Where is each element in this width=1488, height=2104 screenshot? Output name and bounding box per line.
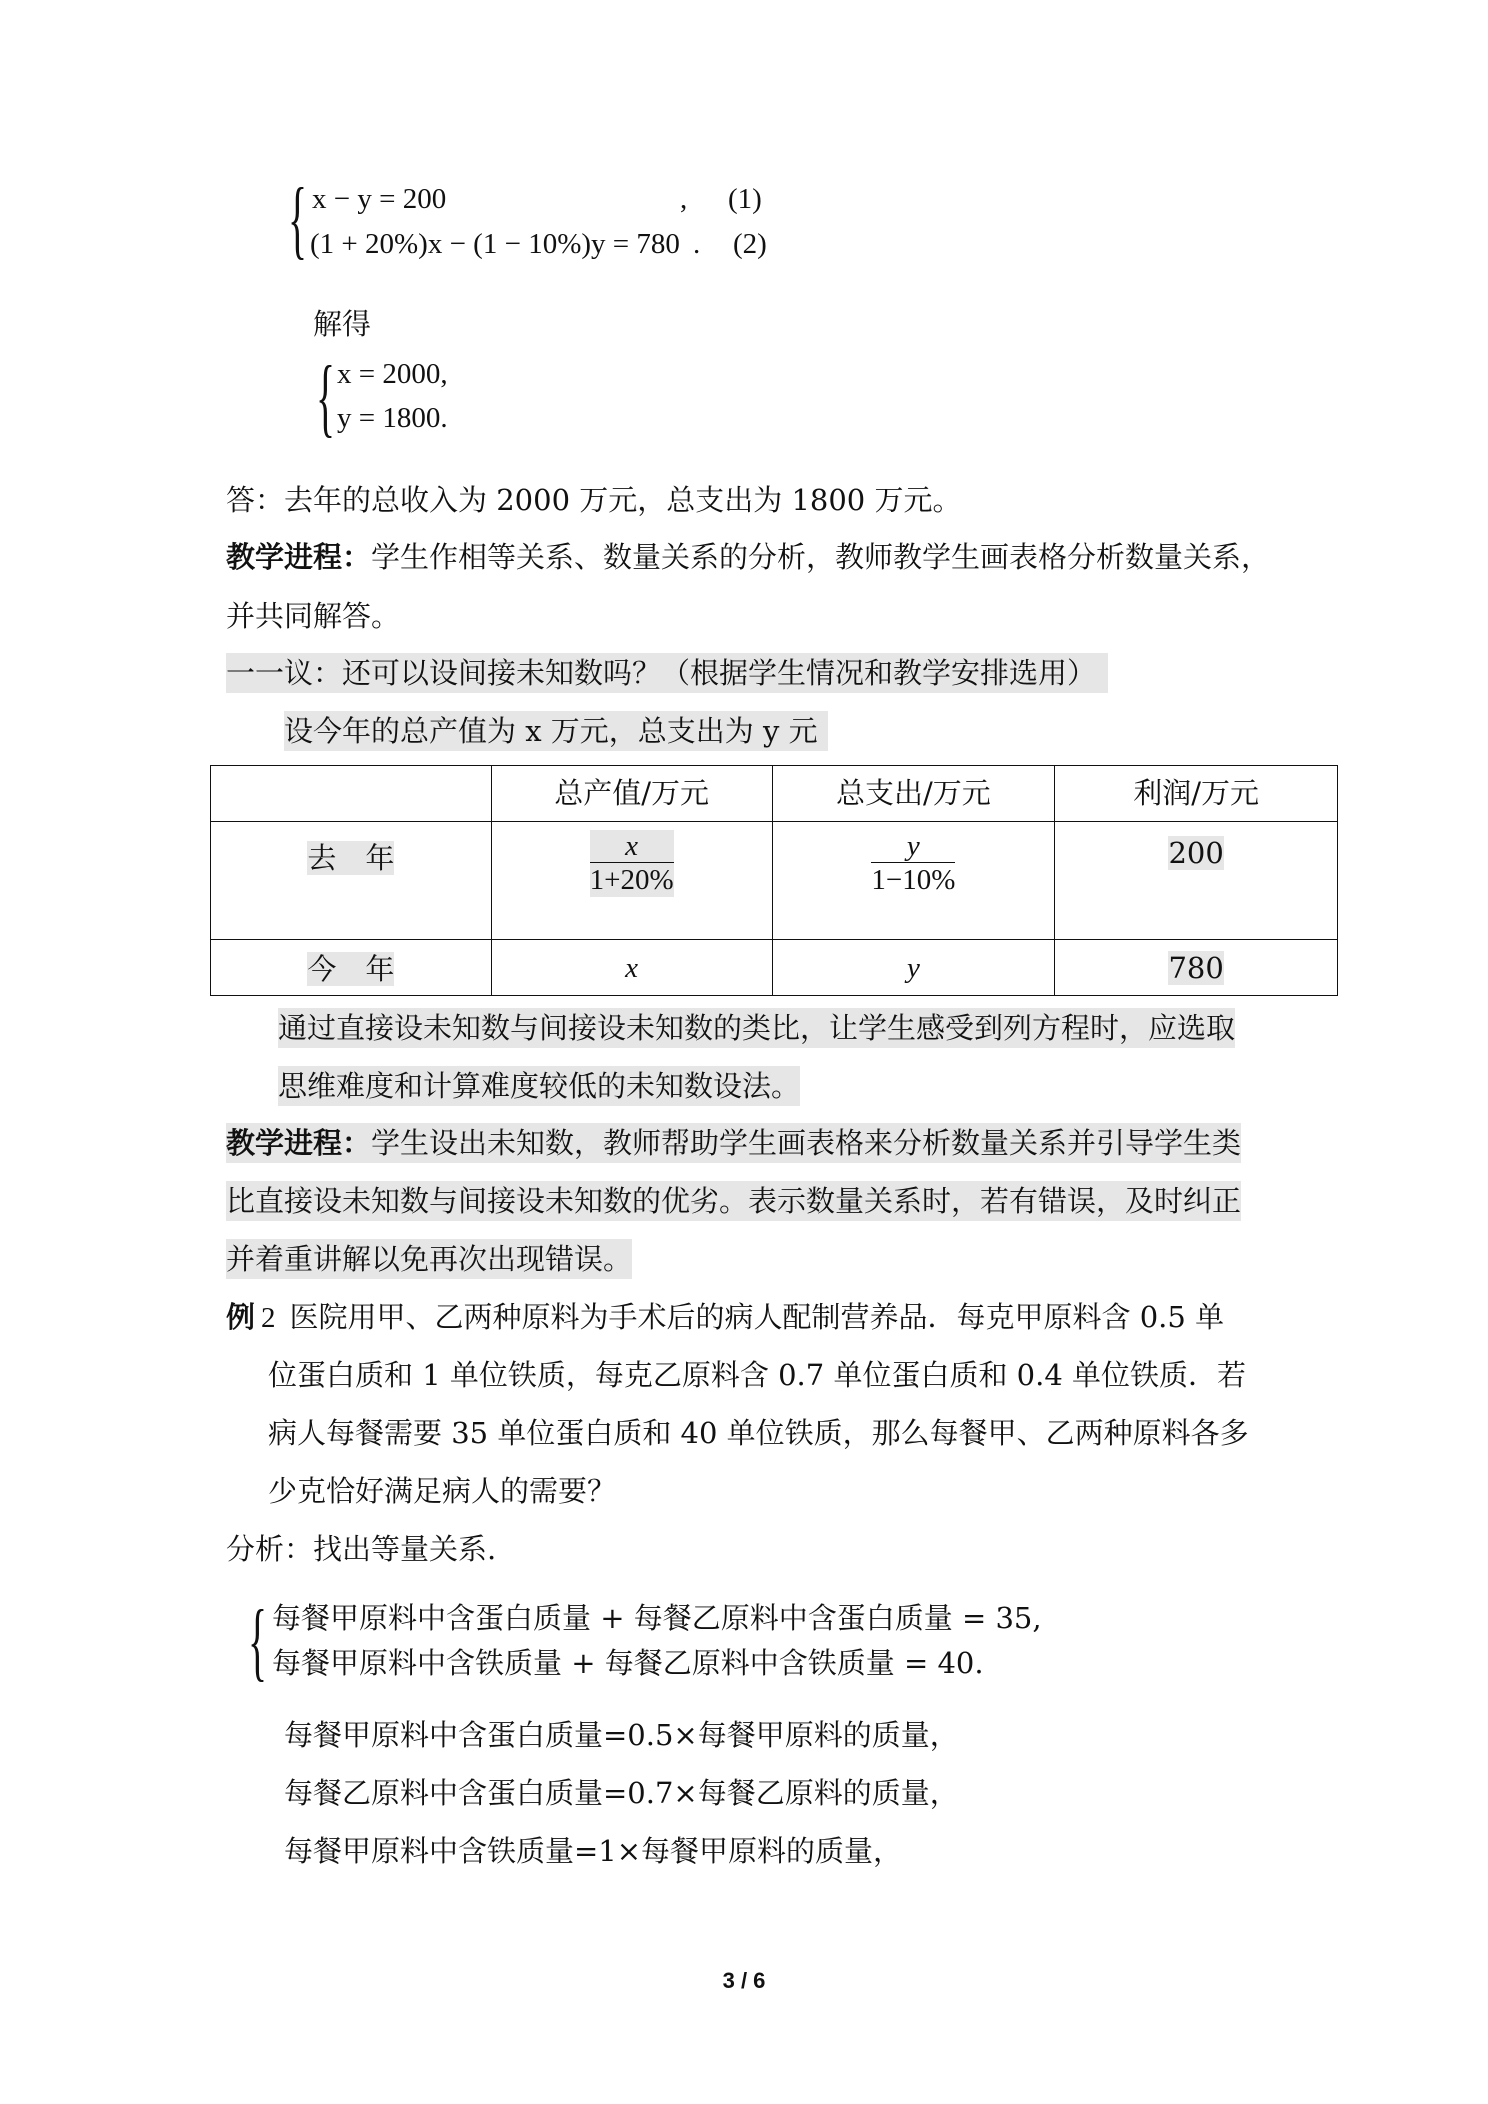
progress-1-line-2: 并共同解答。 xyxy=(226,599,401,633)
table-header-empty xyxy=(211,766,492,822)
table-cell-this-year-profit: 780 xyxy=(1055,940,1338,996)
relation-line-1: 每餐甲原料中含蛋白质量=0.5×每餐甲原料的质量， xyxy=(284,1718,959,1752)
equation-2-punct: . xyxy=(693,228,701,260)
table-cell-last-year-expense: $\frac{y}{1-10\%}$ xyxy=(772,822,1055,940)
solution-y: y = 1800. xyxy=(337,402,448,434)
example-2-line-4: 少克恰好满足病人的需要？ xyxy=(268,1474,617,1508)
example-2-line-2: 位蛋白质和 1 单位铁质，每克乙原料含 0.7 单位蛋白质和 0.4 单位铁质．若 xyxy=(268,1358,1247,1392)
table-header-expense: 总支出/万元 xyxy=(772,766,1055,822)
quantity-table xyxy=(210,765,1338,996)
brace-solution: { xyxy=(316,349,336,446)
solve-label: 解得 xyxy=(313,307,372,341)
brace-relations: { xyxy=(248,1593,268,1690)
progress-2-line-3: 并着重讲解以免再次出现错误。 xyxy=(226,1239,632,1279)
progress-2-line-2: 比直接设未知数与间接设未知数的优劣。表示数量关系时，若有错误，及时纠正 xyxy=(226,1181,1241,1221)
progress-2-line-1 xyxy=(226,1123,1241,1163)
example-2-line-3: 病人每餐需要 35 单位蛋白质和 40 单位铁质，那么每餐甲、乙两种原料各多 xyxy=(268,1416,1249,1450)
equation-1: x − y = 200 xyxy=(312,183,447,215)
relation-line-2: 每餐乙原料中含蛋白质量=0.7×每餐乙原料的质量， xyxy=(284,1776,959,1810)
progress-2-label: 教学进程： xyxy=(226,1126,372,1160)
table-row-last-year-label: 去 年 xyxy=(211,822,492,940)
equation-1-number: (1) xyxy=(728,183,762,215)
discussion-line: 一一议：还可以设间接未知数吗？（根据学生情况和教学安排选用） xyxy=(226,653,1108,693)
progress-1-label: 教学进程： xyxy=(226,540,372,574)
table-header-output: 总产值/万元 xyxy=(491,766,772,822)
analysis-line: 分析：找出等量关系. xyxy=(226,1532,497,1566)
table-row-this-year-label: 今 年 xyxy=(211,940,492,996)
progress-2-text: 学生设出未知数，教师帮助学生画表格来分析数量关系并引导学生类 xyxy=(371,1126,1242,1160)
progress-1-text: 学生作相等关系、数量关系的分析，教师教学生画表格分析数量关系， xyxy=(371,540,1271,574)
relation-equation-2: 每餐甲原料中含铁质量 + 每餐乙原料中含铁质量 = 40. xyxy=(272,1646,984,1680)
table-cell-last-year-profit: 200 xyxy=(1055,822,1338,940)
analogy-line-1: 通过直接设未知数与间接设未知数的类比，让学生感受到列方程时，应选取 xyxy=(278,1008,1235,1048)
example-2-label: 例 xyxy=(226,1300,256,1334)
example-2-number: 2 xyxy=(261,1302,276,1334)
page-number: 3 / 6 xyxy=(722,1968,766,1993)
table-cell-this-year-output: x xyxy=(491,940,772,996)
solution-x: x = 2000, xyxy=(337,358,448,390)
table-cell-this-year-expense: y xyxy=(772,940,1055,996)
answer-line: 答：去年的总收入为 2000 万元，总支出为 1800 万元。 xyxy=(226,483,962,517)
table-header-profit: 利润/万元 xyxy=(1055,766,1338,822)
relation-line-3: 每餐甲原料中含铁质量=1×每餐甲原料的质量， xyxy=(284,1834,903,1868)
equation-2: (1 + 20%)x − (1 − 10%)y = 780 xyxy=(310,228,680,260)
progress-1-line-1 xyxy=(226,537,1270,577)
relation-equation-1: 每餐甲原料中含蛋白质量 + 每餐乙原料中含蛋白质量 = 35, xyxy=(272,1601,1042,1635)
analogy-line-2: 思维难度和计算难度较低的未知数设法。 xyxy=(278,1066,800,1106)
equation-2-number: (2) xyxy=(733,228,767,260)
assumption-line: 设今年的总产值为 x 万元，总支出为 y 元 xyxy=(284,711,828,751)
brace-system-1: { xyxy=(288,171,308,268)
table-cell-last-year-output: $\frac{x}{1+20\%}$ xyxy=(491,822,772,940)
example-2-line-1: 例 2 医院用甲、乙两种原料为手术后的病人配制营养品．每克甲原料含 0.5 单 xyxy=(226,1300,1225,1334)
equation-1-punct: , xyxy=(680,183,688,215)
